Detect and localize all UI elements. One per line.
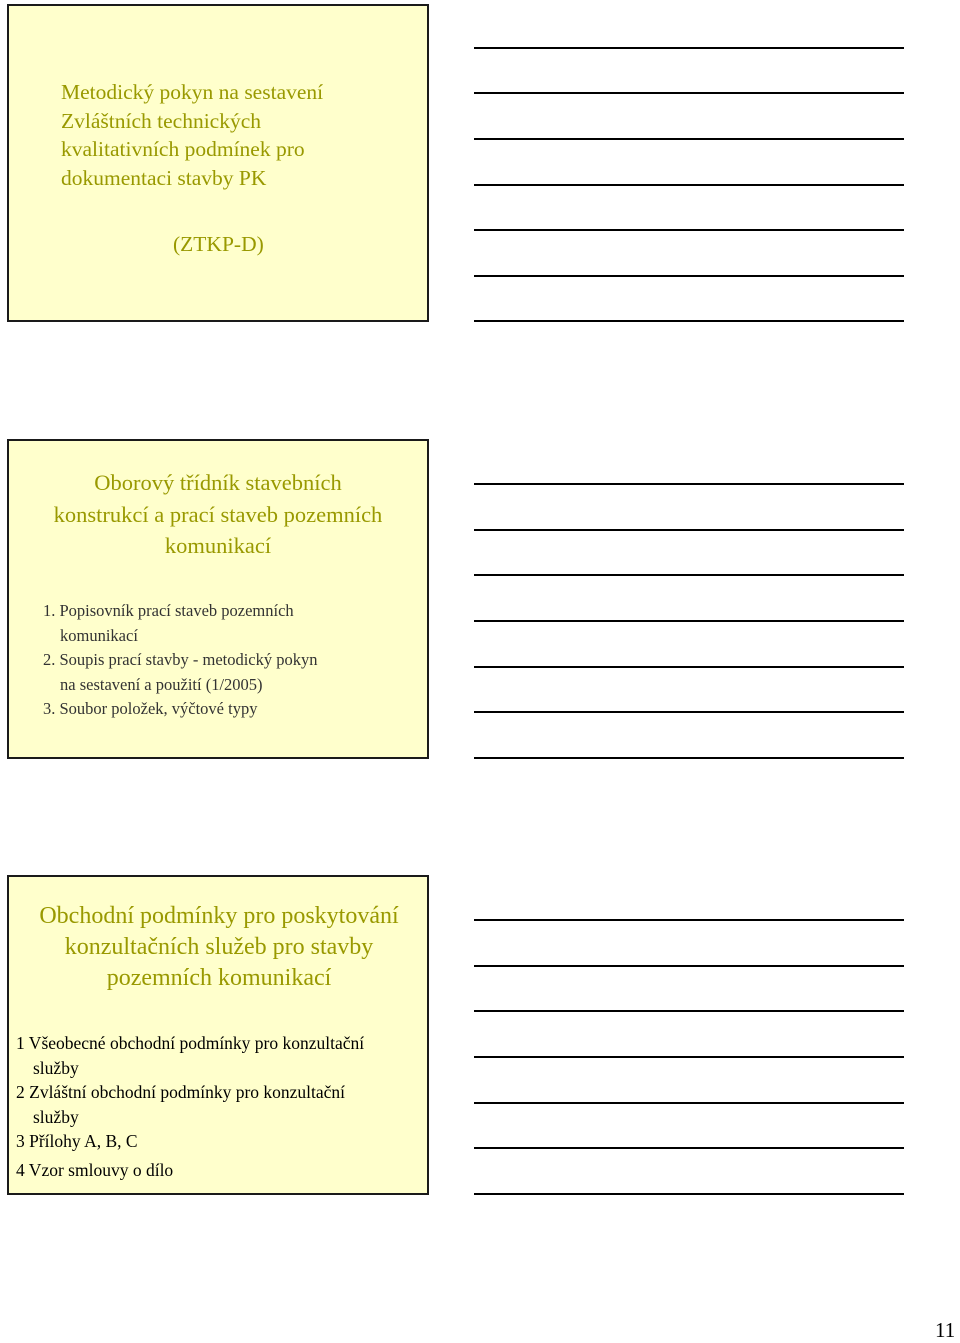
- note-line: [474, 965, 904, 967]
- note-line: [474, 1147, 904, 1149]
- slide-3: [7, 875, 429, 1195]
- list-item-continuation: na sestavení a použití (1/2005): [60, 674, 263, 694]
- slide-1-title-line: dokumentaci stavby PK: [61, 165, 267, 190]
- note-line: [474, 229, 904, 231]
- list-item: [43, 697, 423, 722]
- list-item-text: 1 Všeobecné obchodní podmínky pro konzultační: [16, 1033, 365, 1053]
- slide-2-list: [43, 599, 423, 722]
- list-item-text: 3. Soubor položek, výčtové typy: [43, 699, 258, 718]
- note-line: [474, 138, 904, 140]
- note-line: [474, 1102, 904, 1104]
- slide-3-title-line: pozemních komunikací: [106, 965, 332, 991]
- list-item: [16, 1158, 426, 1183]
- note-line: [474, 47, 904, 49]
- list-item: [16, 1031, 426, 1080]
- list-item: [43, 648, 423, 697]
- list-item: [43, 599, 423, 648]
- slide-1-title-line: Zvláštních technických: [61, 108, 261, 133]
- note-line: [474, 574, 904, 576]
- note-line: [474, 184, 904, 186]
- slide-3-title-line: Obchodní podmínky pro poskytování: [39, 903, 399, 929]
- note-line: [474, 1056, 904, 1058]
- note-line: [474, 711, 904, 713]
- slide-3-list: [16, 1031, 426, 1182]
- page-number: 11: [935, 1318, 956, 1342]
- note-line: [474, 275, 904, 277]
- list-item: [16, 1080, 426, 1129]
- note-line: [474, 757, 904, 759]
- list-item-continuation: služby: [33, 1106, 79, 1127]
- note-line: [474, 92, 904, 94]
- slide-3-title: [9, 901, 429, 994]
- slide-1: [7, 4, 429, 322]
- note-line: [474, 1193, 904, 1195]
- list-item-continuation: služby: [33, 1057, 79, 1078]
- note-line: [474, 529, 904, 531]
- slide-3-title-line: konzultačních služeb pro stavby: [64, 934, 374, 960]
- slide-2: [7, 439, 429, 759]
- slide-1-title: [61, 78, 421, 192]
- list-item-text: 2. Soupis prací stavby - metodický pokyn: [43, 650, 318, 669]
- slide-2-title: [9, 467, 427, 562]
- slide-1-title-line: kvalitativních podmínek pro: [61, 137, 305, 161]
- list-item-text: 4 Vzor smlouvy o dílo: [16, 1159, 174, 1180]
- note-line: [474, 620, 904, 622]
- note-line: [474, 483, 904, 485]
- slide-2-title-line: Oborový třídník stavebních: [94, 470, 342, 495]
- note-line: [474, 919, 904, 921]
- slide-2-title-line: konstrukcí a prací staveb pozemních: [53, 501, 383, 527]
- note-line: [474, 666, 904, 668]
- slide-1-title-line: Metodický pokyn na sestavení: [61, 80, 324, 104]
- slide-2-title-line: komunikací: [164, 533, 272, 558]
- list-item-text: 1. Popisovník prací staveb pozemních: [43, 601, 294, 620]
- list-item-continuation: komunikací: [60, 625, 138, 645]
- list-item-text: 3 Přílohy A, B, C: [16, 1131, 138, 1151]
- note-line: [474, 1010, 904, 1012]
- list-item: [16, 1129, 426, 1154]
- note-line: [474, 320, 904, 322]
- list-item-text: 2 Zvláštní obchodní podmínky pro konzultační: [16, 1082, 346, 1102]
- slide-1-subtitle: (ZTKP-D): [173, 232, 264, 256]
